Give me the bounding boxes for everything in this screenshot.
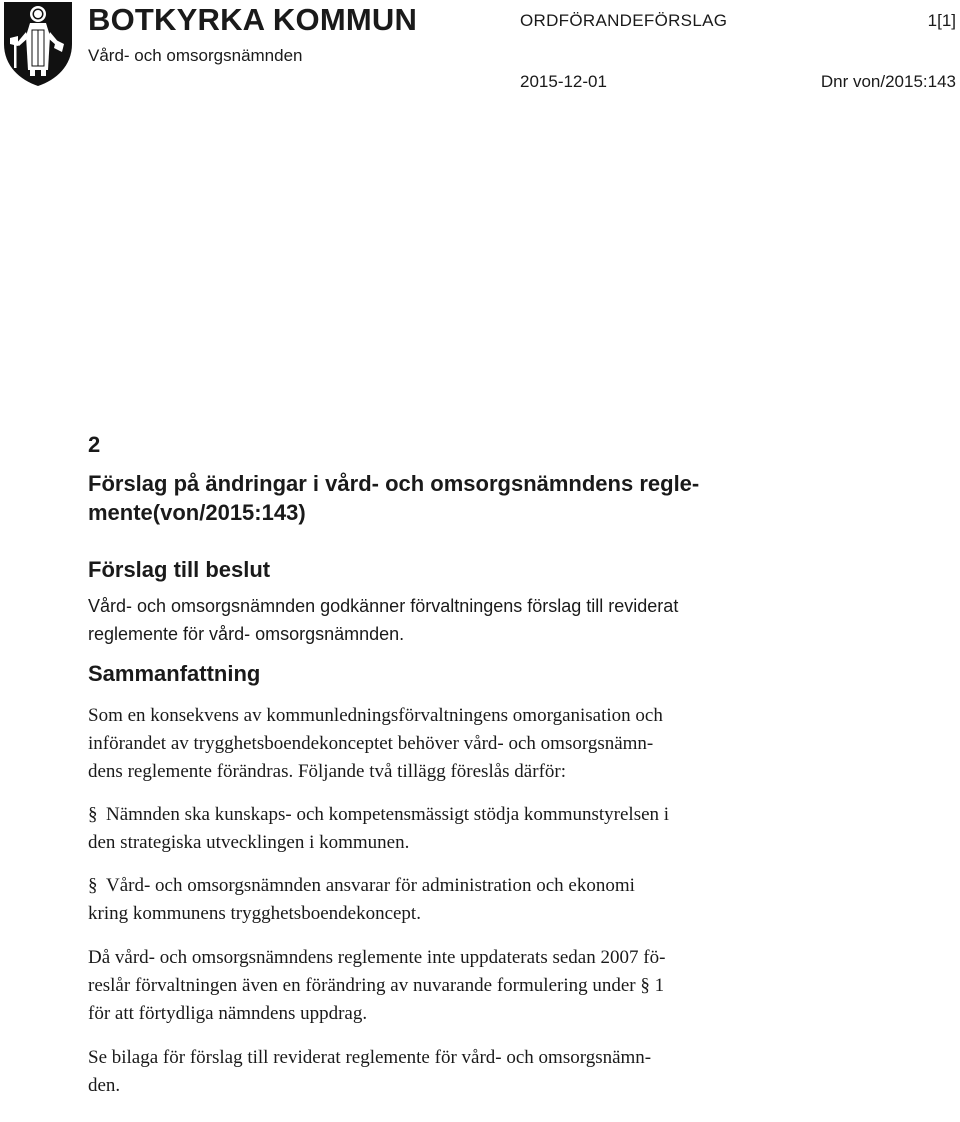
title-line: mente(von/2015:143) [88, 500, 306, 525]
text-line: reslår förvaltningen även en förändring av nuvarande formulering under § 1 [88, 975, 665, 996]
text-line: dens reglemente förändras. Följande två tillägg föreslås därför: [88, 761, 566, 782]
document-body [88, 428, 808, 1100]
text-line [88, 801, 808, 829]
document-title [88, 469, 808, 527]
bullet-item [88, 872, 808, 928]
text-line [88, 872, 808, 900]
decision-paragraph [88, 592, 808, 648]
document-type: ORDFÖRANDEFÖRSLAG [520, 11, 728, 30]
summary-heading: Sammanfattning [88, 661, 261, 686]
botkyrka-crest-icon [2, 0, 74, 88]
summary-paragraph [88, 702, 808, 786]
agenda-item-number: 2 [88, 432, 101, 457]
registration-number: Dnr von/2015:143 [820, 72, 956, 91]
text-line: för att förtydliga nämndens uppdrag. [88, 1003, 368, 1024]
bullet-text: Nämnden ska kunskaps- och kompetensmässigt stödja kommunstyrelsen i [106, 804, 670, 825]
bullet-text: Vård- och omsorgsnämnden ansvarar för administration och ekonomi [106, 875, 635, 896]
document-date: 2015-12-01 [520, 72, 607, 91]
organization-name: BOTKYRKA KOMMUN [88, 2, 418, 37]
text-line: Som en konsekvens av kommunledningsförvaltningens omorganisation och [88, 705, 663, 726]
update-paragraph [88, 944, 808, 1028]
title-line: Förslag på ändringar i vård- och omsorgsnämndens regle- [88, 471, 700, 496]
section-bullet-icon: § [88, 804, 98, 825]
text-line: Vård- och omsorgsnämnden godkänner förvaltningens förslag till reviderat [88, 596, 679, 616]
text-line: reglemente för vård- omsorgsnämnden. [88, 624, 405, 644]
text-line: Se bilaga för förslag till reviderat reglemente för vård- och omsorgsnämn- [88, 1047, 652, 1068]
text-line: Då vård- och omsorgsnämndens reglemente inte uppdaterats sedan 2007 fö- [88, 947, 666, 968]
text-line: kring kommunens trygghetsboendekoncept. [88, 903, 421, 924]
attachment-paragraph [88, 1044, 808, 1100]
department-name: Vård- och omsorgsnämnden [88, 46, 303, 65]
text-line: den strategiska utvecklingen i kommunen. [88, 832, 410, 853]
section-bullet-icon: § [88, 875, 98, 896]
bullet-item [88, 801, 808, 857]
text-line: införandet av trygghetsboendekonceptet behöver vård- och omsorgsnämn- [88, 733, 654, 754]
page-count: 1[1] [927, 11, 956, 30]
text-line: den. [88, 1075, 121, 1096]
decision-heading: Förslag till beslut [88, 557, 271, 582]
